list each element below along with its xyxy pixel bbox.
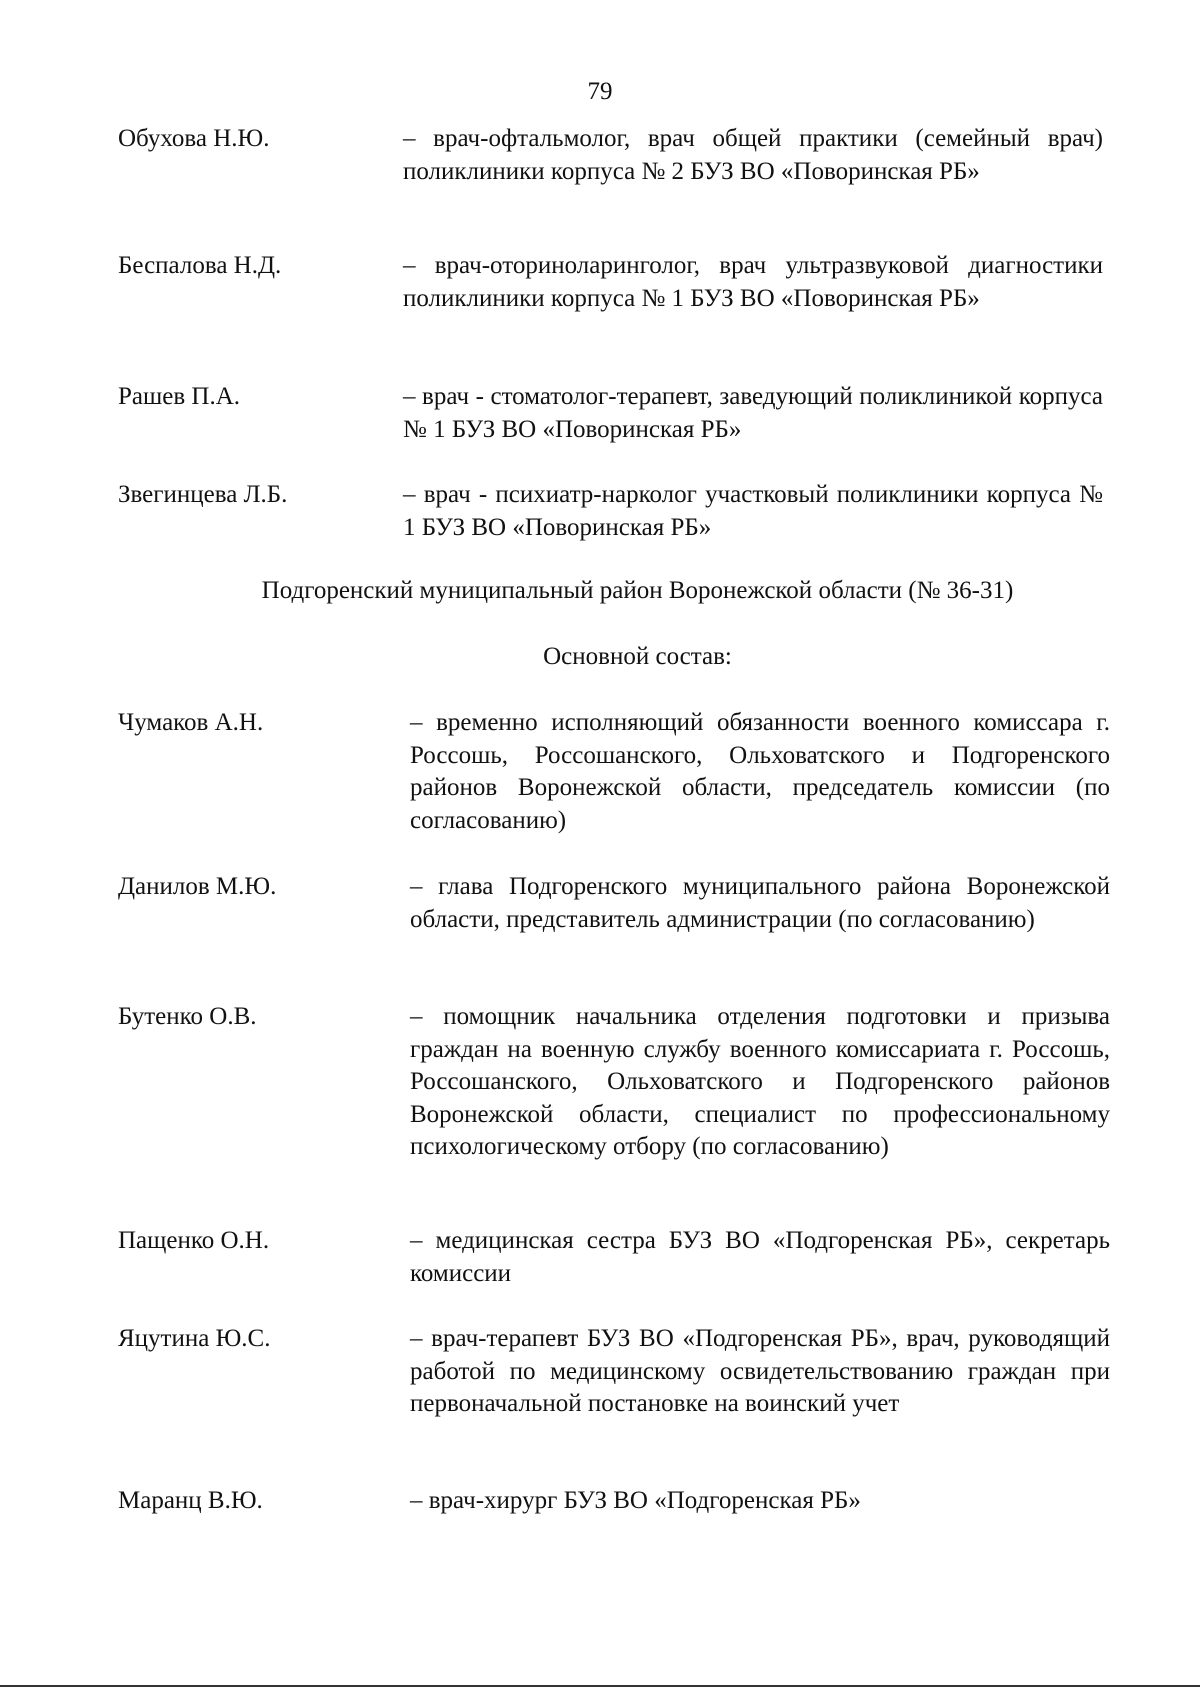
district-heading: Подгоренский муниципальный район Воронежской области (№ 36-31) <box>261 577 1014 604</box>
member-description: – врач - психиатр-нарколог участковый поликлиники корпуса № 1 БУЗ ВО «Поворинская РБ» <box>403 481 1103 541</box>
member-name: Маранц В.Ю. <box>118 1487 263 1514</box>
member-name: Пащенко О.Н. <box>118 1227 270 1254</box>
member-name: Обухова Н.Ю. <box>118 125 270 152</box>
member-description: – временно исполняющий обязанности военного комиссара г. Россошь, Россошанского, Ольховатского и Подгоренского районов Воронежской области, председатель комиссии (по согласованию) <box>410 709 1110 834</box>
member-description: – врач-терапевт БУЗ ВО «Подгоренская РБ», врач, руководящий работой по медицинскому освидетельствованию граждан при первоначальной постановке на воинский учет <box>410 1325 1110 1417</box>
member-description: – помощник начальника отделения подготовки и призыва граждан на военную службу военного комиссариата г. Россошь, Россошанского, Ольховатского и Подгоренского районов Воронежской области, специалист по профессиональному психологическому отбору (по согласованию) <box>410 1003 1110 1160</box>
member-name: Чумаков А.Н. <box>118 709 264 736</box>
member-description: – врач-хирург БУЗ ВО «Подгоренская РБ» <box>410 1487 861 1514</box>
member-description: – врач-оториноларинголог, врач ультразвуковой диагностики поликлиники корпуса № 1 БУЗ ВО «Поворинская РБ» <box>403 252 1103 312</box>
member-name: Бутенко О.В. <box>118 1003 257 1030</box>
member-description: – врач-офтальмолог, врач общей практики (семейный врач) поликлиники корпуса № 2 БУЗ ВО «Поворинская РБ» <box>403 125 1103 185</box>
member-name: Рашев П.А. <box>118 383 241 410</box>
member-description: – глава Подгоренского муниципального района Воронежской области, представитель администрации (по согласованию) <box>410 873 1110 933</box>
member-name: Данилов М.Ю. <box>118 873 277 900</box>
member-name: Звегинцева Л.Б. <box>118 481 288 508</box>
composition-heading: Основной состав: <box>543 643 732 670</box>
member-description: – врач - стоматолог-терапевт, заведующий поликлиникой корпуса № 1 БУЗ ВО «Поворинская РБ» <box>403 383 1103 443</box>
member-name: Яцутина Ю.С. <box>118 1325 271 1352</box>
member-name: Беспалова Н.Д. <box>118 252 282 279</box>
page-number: 79 <box>587 78 613 105</box>
bottom-edge-line <box>0 1685 1200 1687</box>
member-description: – медицинская сестра БУЗ ВО «Подгоренская РБ», секретарь комиссии <box>410 1227 1110 1287</box>
